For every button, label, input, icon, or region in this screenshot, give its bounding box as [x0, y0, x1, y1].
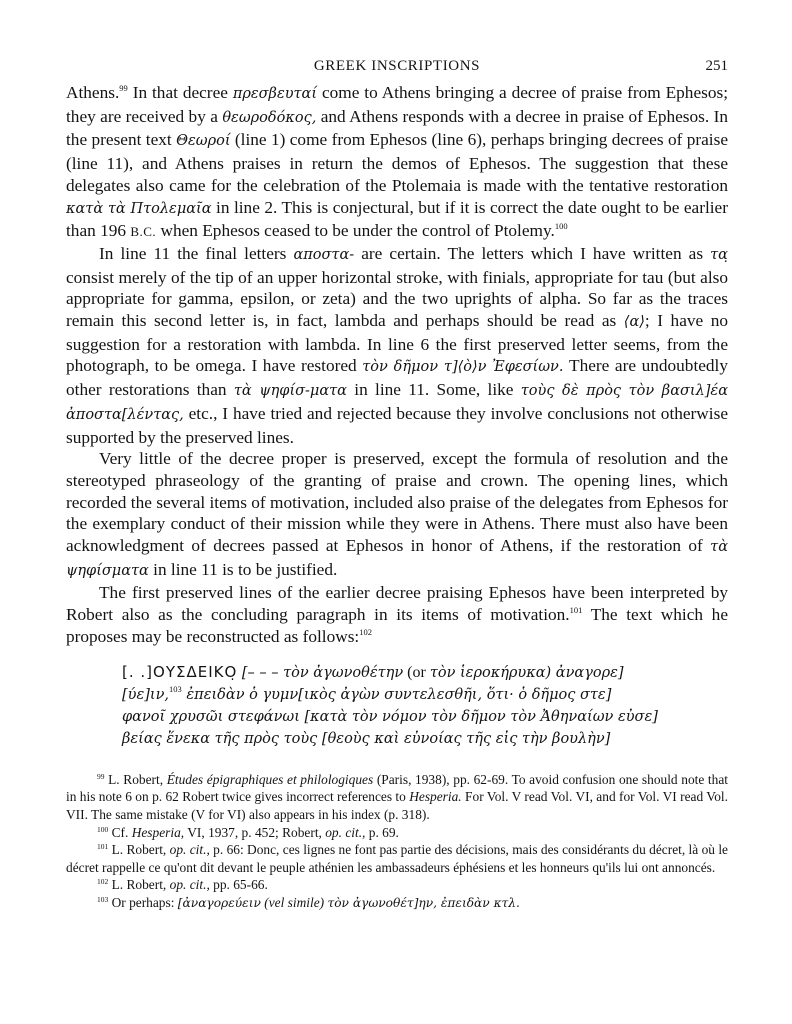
footnote-102 — [66, 876, 728, 894]
inscription-line-2 — [122, 684, 728, 706]
text-run: when Ephesos ceased to be under the control of Ptolemy. — [156, 221, 555, 241]
greek-term: τὰ ψηφίσ-ματα — [233, 383, 347, 400]
footnote-101 — [66, 841, 728, 876]
text-run: p. 66: Donc, ces lignes ne font pas partie des décisions, mais des considérants du décret, là où le décret rappelle ce qu'ont dit devant le peuple athénien les ambassadeurs éphésiens et les honneurs qu'ils lui ont annoncés. — [66, 842, 728, 875]
text-run: Very little of the decree proper is preserved, except the formula of resolution and the stereotyped phraseology of the granting of praise and crown. The opening lines, which recorded the several items of motivation, included also praise of the delegates from Ephesos for the exemplary conduct of their mission while they were in Athens. There must also have been acknowledgment of decrees passed at Ephesos in honor of Athens, if the restoration of — [66, 449, 728, 556]
text-run: In line 11 the final letters — [99, 243, 294, 263]
text-run: and Athens responds with a decree in praise of Ephesos. In the present text — [66, 106, 728, 150]
footnote-number: 99 — [97, 771, 105, 781]
text-run: L. Robert, — [108, 877, 170, 893]
greek-term: τὸν δῆμον τ]⟨ὸ⟩ν Ἐφεσίων. — [362, 359, 564, 376]
text-run: are certain. The letters which I have written as — [354, 243, 711, 263]
text-run: in line 11 is to be justified. — [148, 559, 338, 579]
text-run: Athens. — [66, 83, 120, 102]
greek-term: θεωροδόκος, — [222, 109, 317, 126]
italic-title: Hesperia, — [131, 824, 185, 840]
greek-term: ⟨α⟩ — [623, 314, 645, 331]
text-run: The text which he proposes may be reconstructed as follows: — [66, 605, 728, 646]
footnote-number: 102 — [97, 877, 109, 887]
text-run: consist merely of the tip of an upper horizontal stroke, with finials, appropriate for tau (but also appropriate for gamma, epsilon, or zeta) and the two uprights of alpha. So far as the traces remain this second letter is, in fact, lambda and perhaps should be read as — [66, 267, 728, 331]
greek-term: πρεσβευταί — [232, 86, 318, 102]
paragraph-4 — [66, 582, 728, 647]
text-run: p. 69. — [365, 824, 399, 840]
inscription-text — [122, 661, 728, 751]
text-run: in line 11. Some, like — [346, 380, 521, 400]
greek-text: [ἀναγορεύειν — [177, 895, 261, 910]
greek-term: τα̣ — [710, 246, 728, 263]
italic-abbrev: op. cit., — [169, 842, 210, 858]
page-number: 251 — [705, 58, 728, 74]
greek-text: τὸν ἱεροκήρυκα) ἀναγορε] — [429, 664, 624, 681]
italic-title: Hesperia. — [409, 789, 462, 805]
text-run: Cf. — [108, 824, 132, 840]
greek-term: κατὰ τὰ Πτολεμαῖα — [66, 200, 212, 217]
italic-title: Études épigraphiques et philologiques — [166, 771, 374, 787]
text-run: pp. 65-66. — [209, 877, 268, 893]
inscription-line-4: βείας ἕνεκα τῆς πρὸς τοὺς [θεοὺς καὶ εὐνοίας τῆς εἰς τὴν βουλὴν] — [122, 731, 611, 748]
paragraph-3 — [66, 448, 728, 582]
small-caps-era: B.C. — [130, 224, 157, 240]
text-run: etc., I have tried and rejected because they involve conclusions not otherwise supported by the preserved lines. — [66, 403, 728, 447]
paragraph-1 — [66, 82, 728, 243]
running-head-title: GREEK INSCRIPTIONS — [313, 58, 481, 74]
greek-term: τοὺς δὲ πρὸς τὸν βασιλ]έα ἀποστα[λέντας, — [66, 383, 728, 423]
running-head — [66, 58, 728, 82]
footnote-ref-102: 102 — [359, 626, 372, 637]
text-run: ; I have no suggestion for a restoration with lambda. In line 6 the first preserved letter seems, from the photograph, to be omega. I have restored — [66, 311, 729, 376]
text-run: VI, 1937, p. 452; Robert, — [184, 824, 326, 840]
italic-abbrev: op. cit., — [325, 824, 366, 840]
greek-text: τὸν ἀγωνοθέτ]ην, ἐπειδὰν κτλ. — [327, 895, 520, 910]
greek-text: [– – – τὸν ἀγωνοθέτην — [237, 664, 404, 681]
text-run: In that decree — [127, 83, 233, 102]
italic-latin: (vel simile) — [260, 894, 328, 910]
page — [66, 58, 728, 913]
greek-text: ἐπειδὰν ὁ γυμν[ικὸς ἀγὼν συντελεσθῆι, ὅτι· ὁ δῆμος στε] — [181, 686, 612, 703]
greek-term: Θεωροί — [176, 133, 231, 150]
inscription-line-1 — [122, 661, 728, 684]
text-run: come to Athens bringing a decree of praise from Ephesos; they are received by a — [66, 83, 729, 126]
paragraph-2 — [66, 243, 728, 448]
text-run: in line 2. This is conjectural, but if it is correct the date ought to be earlier than 196 — [66, 197, 728, 241]
footnote-99 — [66, 771, 728, 824]
footnote-number: 101 — [97, 842, 109, 852]
greek-term: αποστα- — [293, 246, 355, 263]
text-run: The first preserved lines of the earlier decree praising Ephesos have been interpreted by Robert also as the concluding paragraph in its items of motivation. — [66, 583, 728, 625]
footnote-100 — [66, 824, 728, 842]
text-run: L. Robert, — [104, 771, 167, 787]
footnote-number: 103 — [97, 894, 109, 904]
footnotes — [66, 771, 728, 913]
footnote-number: 100 — [97, 824, 109, 834]
footnote-ref-99: 99 — [119, 83, 128, 93]
footnote-103 — [66, 894, 728, 913]
greek-text: [ύε]ιν, — [122, 686, 170, 703]
text-run: L. Robert, — [108, 842, 170, 858]
text-run: For Vol. V read Vol. VI, and for Vol. VI read Vol. VII. The same mistake (V for VI) also appears in his index (p. 318). — [66, 789, 728, 822]
text-run: (line 1) come from Ephesos (line 6), perhaps bringing decrees of praise (line 11), and Athens praises in return the demos of Ephesos. The suggestion that these delegates also came for the celebration of the Ptolemaia is made with the tentative restoration — [66, 130, 728, 195]
greek-term: τὰ ψηφίσματα — [66, 539, 728, 579]
body-text — [66, 82, 728, 648]
text-run: Or perhaps: — [108, 894, 178, 910]
inscription-capitals: [. .]ΟΥΣΔΕΙΚΟ̣ — [122, 662, 238, 681]
text-run: There are undoubtedly other restorations than — [66, 356, 729, 400]
text-run: (Paris, 1938), pp. 62-69. To avoid confusion one should note that in his note 6 on p. 62 Robert twice gives incorrect references to — [66, 771, 729, 805]
text-run: (or — [403, 663, 430, 681]
italic-abbrev: op. cit., — [169, 877, 210, 893]
footnote-ref-101: 101 — [569, 605, 583, 616]
footnote-ref-103: 103 — [169, 683, 182, 694]
footnote-ref-100: 100 — [554, 221, 568, 232]
inscription-line-3: φανοῖ χρυσῶι στεφάνωι [κατὰ τὸν νόμον τὸν δῆμον τὸν Ἀθηναίων εὐσε] — [122, 709, 658, 726]
